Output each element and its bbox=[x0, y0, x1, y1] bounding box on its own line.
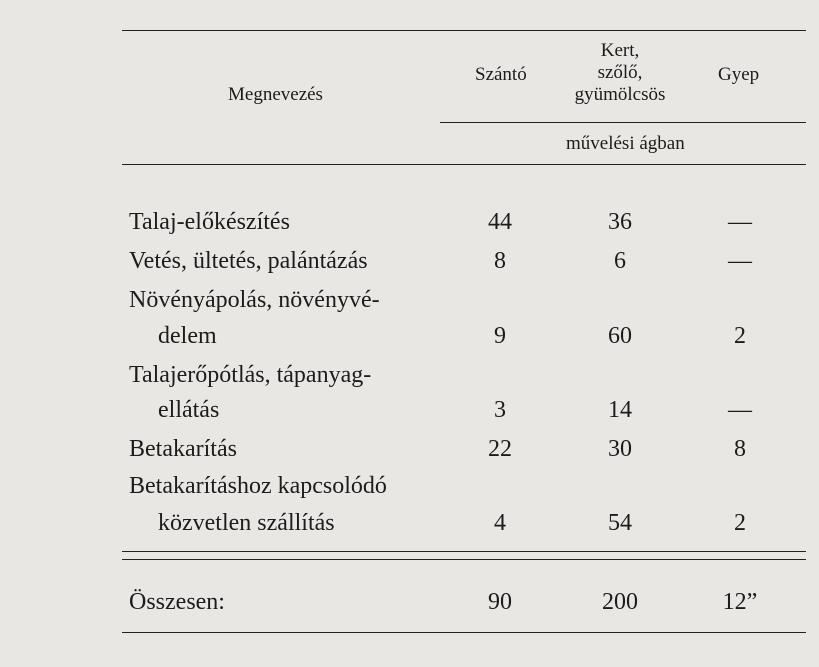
row-label-line2: delem bbox=[158, 323, 217, 349]
top-rule bbox=[122, 30, 806, 31]
header-name-col: Megnevezés bbox=[228, 84, 323, 105]
header-sub: művelési ágban bbox=[566, 133, 685, 154]
row-value-szanto: 44 bbox=[488, 209, 512, 235]
header-col-szanto: Szántó bbox=[475, 64, 527, 85]
header-col-kert-line3: gyümölcsös bbox=[574, 84, 666, 105]
bottom-rule bbox=[122, 632, 806, 633]
total-rule-2 bbox=[122, 559, 806, 560]
row-value-kert: 54 bbox=[608, 510, 632, 536]
row-value-kert: 30 bbox=[608, 436, 632, 462]
row-value-gyep: 2 bbox=[734, 510, 746, 536]
header-mid-rule bbox=[440, 122, 806, 123]
row-label: Vetés, ültetés, palántázás bbox=[129, 248, 368, 274]
row-value-gyep: 8 bbox=[734, 436, 746, 462]
row-label: Betakarítás bbox=[129, 436, 237, 462]
row-value-szanto: 22 bbox=[488, 436, 512, 462]
total-value-kert: 200 bbox=[602, 589, 638, 615]
row-value-szanto: 9 bbox=[494, 323, 506, 349]
header-col-kert-line1: Kert, bbox=[600, 40, 640, 61]
row-value-szanto: 3 bbox=[494, 397, 506, 423]
row-value-gyep: — bbox=[728, 209, 752, 235]
total-value-szanto: 90 bbox=[488, 589, 512, 615]
row-value-szanto: 4 bbox=[494, 510, 506, 536]
header-col-kert bbox=[560, 40, 680, 106]
row-value-szanto: 8 bbox=[494, 248, 506, 274]
row-value-kert: 14 bbox=[608, 397, 632, 423]
header-col-gyep: Gyep bbox=[718, 64, 760, 85]
total-label: Összesen: bbox=[129, 589, 225, 615]
row-value-gyep: 2 bbox=[734, 323, 746, 349]
row-value-kert: 36 bbox=[608, 209, 632, 235]
row-value-kert: 6 bbox=[614, 248, 626, 274]
row-value-gyep: — bbox=[728, 397, 752, 423]
row-value-gyep: — bbox=[728, 248, 752, 274]
header-col-kert-line2: szőlő, bbox=[597, 62, 643, 83]
row-label: Talaj-előkészítés bbox=[129, 209, 290, 235]
total-value-gyep: 12” bbox=[722, 589, 758, 615]
row-value-kert: 60 bbox=[608, 323, 632, 349]
row-label-line1: Talajerőpótlás, tápanyag- bbox=[129, 362, 372, 388]
row-label-line2: ellátás bbox=[158, 397, 220, 423]
header-bottom-rule bbox=[122, 164, 806, 165]
total-rule-1 bbox=[122, 551, 806, 552]
row-label-line2: közvetlen szállítás bbox=[158, 510, 335, 536]
row-label-line1: Növényápolás, növényvé- bbox=[129, 287, 380, 313]
row-label-line1: Betakarításhoz kapcsolódó bbox=[129, 473, 387, 499]
